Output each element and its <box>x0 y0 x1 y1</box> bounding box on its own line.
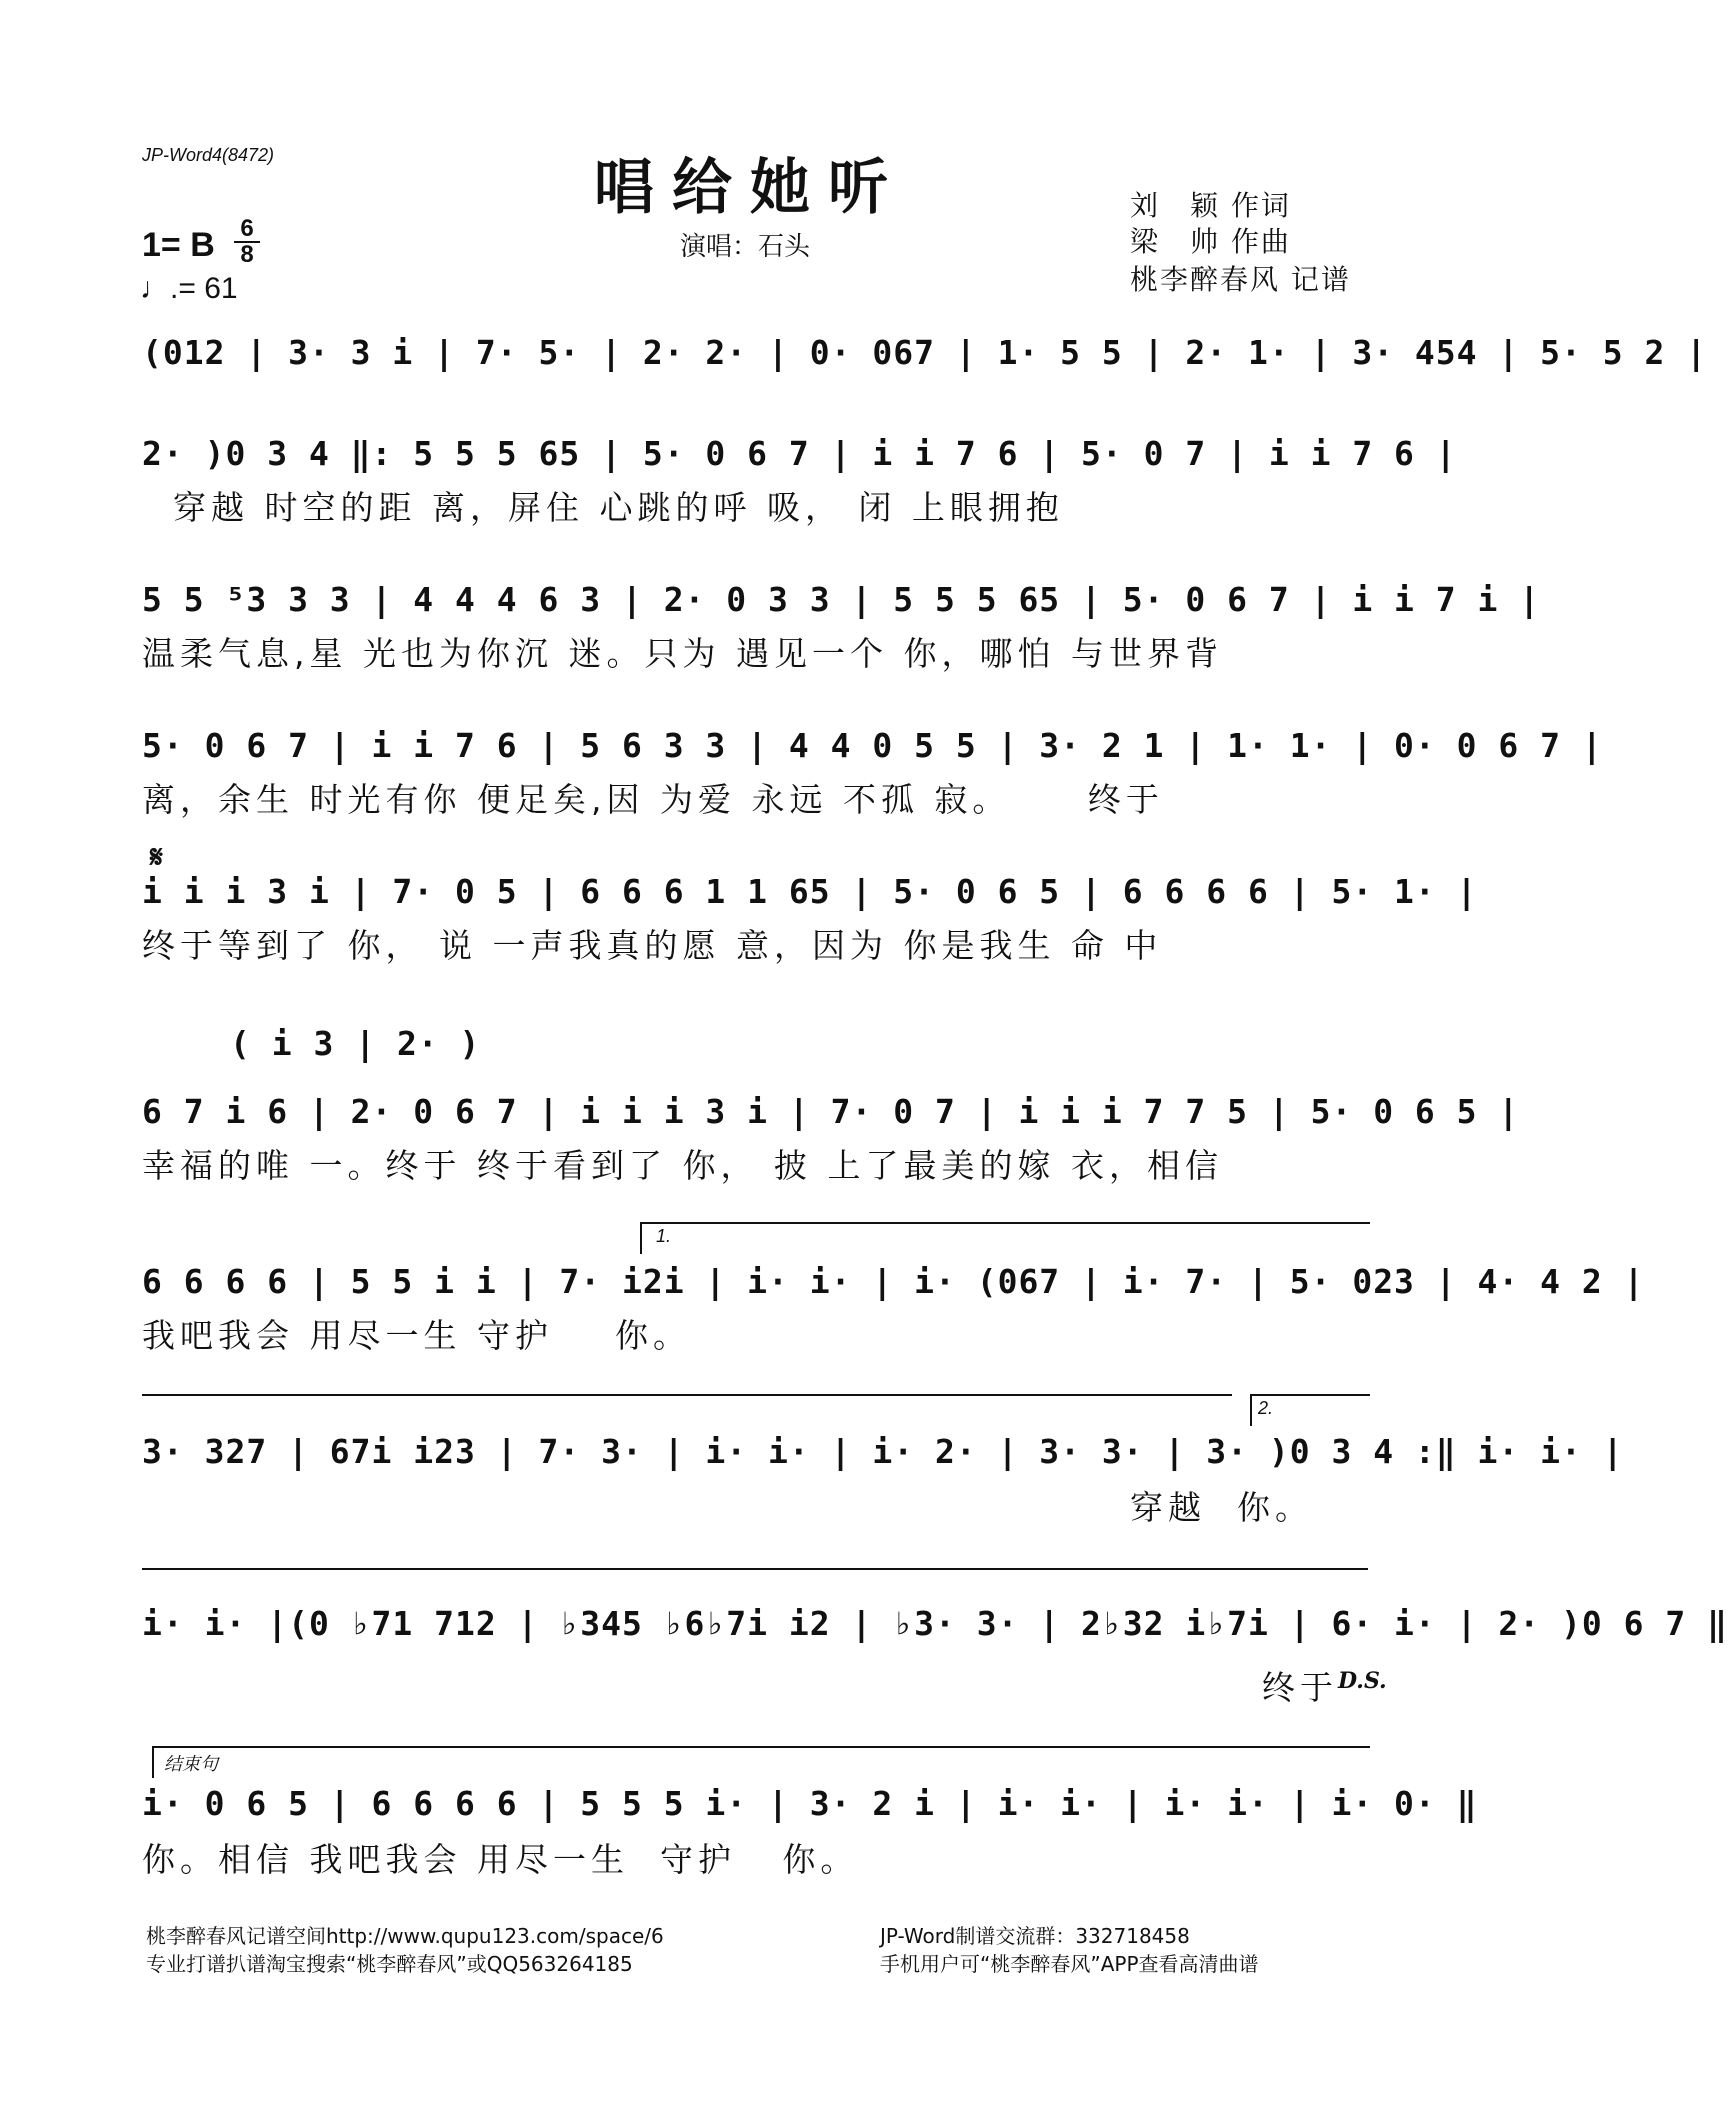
coda-label: 结束句 <box>164 1754 218 1774</box>
lyric-line-5: 终于等到了 你， 说 一声我真的愿 意，因为 你是我生 命 中 <box>142 926 1163 965</box>
lyric-line-2: 穿越 时空的距 离，屏住 心跳的呼 吸， 闭 上眼拥抱 <box>142 488 1064 527</box>
notation-line-3: 5 5 ⁵3 3 3 | 4 4 4 6 3 | 2· 0 3 3 | 5 5 5 65 | 5· 0 6 7 | i i 7 i | <box>142 580 1541 619</box>
transcriber-credit: 桃李醉春风 记谱 <box>1130 263 1351 296</box>
volta-1-label: 1. <box>656 1226 672 1246</box>
notation-line-7: 6 6 6 6 | 5 5 i i | 7· i2i | i· i· | i· (067 | i· 7· | 5· 023 | 4· 4 2 | <box>142 1262 1645 1301</box>
tempo-mark: ♩.= 61 <box>140 272 238 305</box>
volta-1-bracket <box>640 1222 1370 1254</box>
volta-2-label: 2. <box>1258 1398 1274 1418</box>
volta-2-continuation <box>142 1568 1368 1570</box>
key-signature: 1= B <box>142 226 215 264</box>
lyric-line-4: 离，余生 时光有你 便足矣,因 为爱 永远 不孤 寂。 终于 <box>142 780 1164 819</box>
song-title: 唱给她听 <box>594 153 906 223</box>
lyricist-credit: 刘 颖 作词 <box>1130 189 1291 222</box>
coda-bracket <box>152 1746 1370 1778</box>
notation-line-4: 5· 0 6 7 | i i 7 6 | 5 6 3 3 | 4 4 0 5 5 | 3· 2 1 | 1· 1· | 0· 0 6 7 | <box>142 726 1603 765</box>
ds-mark: D.S. <box>1338 1668 1387 1694</box>
lyric-line-7: 我吧我会 用尽一生 守护 你。 <box>142 1316 691 1355</box>
notation-line-9: i· i· |(0 ♭71 712 | ♭345 ♭6♭7i i2 | ♭3· 3· | 2♭32 i♭7i | 6· i· | 2· )0 6 7 ‖ <box>142 1604 1728 1643</box>
time-signature <box>232 215 262 268</box>
singer-credit: 演唱：石头 <box>680 232 811 262</box>
volta-1-continuation <box>142 1394 1232 1396</box>
grace-insert: ( i 3 | 2· ) <box>230 1024 481 1063</box>
segno-sign: 𝄋 <box>150 840 163 875</box>
lyric-line-6: 幸福的唯 一。终于 终于看到了 你， 披 上了最美的嫁 衣，相信 <box>142 1146 1223 1185</box>
lyric-line-8: 穿越 你。 <box>1130 1488 1313 1527</box>
lyric-line-3: 温柔气息,星 光也为你沉 迷。只为 遇见一个 你，哪怕 与世界背 <box>142 634 1223 673</box>
composer-credit: 梁 帅 作曲 <box>1130 225 1291 258</box>
footer-left-line-1: 桃李醉春风记谱空间http://www.qupu123.com/space/6 <box>146 1924 664 1948</box>
lyric-line-9: 终于 <box>1262 1668 1338 1707</box>
notation-line-5: i i i 3 i | 7· 0 5 | 6 6 6 1 1 65 | 5· 0 6 5 | 6 6 6 6 | 5· 1· | <box>142 872 1478 911</box>
software-tag: JP-Word4(8472) <box>142 145 275 165</box>
footer-left-line-2: 专业打谱扒谱淘宝搜索“桃李醉春风”或QQ563264185 <box>146 1952 633 1976</box>
notation-line-10: i· 0 6 5 | 6 6 6 6 | 5 5 5 i· | 3· 2 i | i· i· | i· i· | i· 0· ‖ <box>142 1784 1478 1823</box>
time-sig-top: 6 <box>240 215 254 242</box>
notation-line-2: 2· )0 3 4 ‖: 5 5 5 65 | 5· 0 6 7 | i i 7 6 | 5· 0 7 | i i 7 6 | <box>142 434 1457 473</box>
notation-line-6: 6 7 i 6 | 2· 0 6 7 | i i i 3 i | 7· 0 7 | i i i 7 7 5 | 5· 0 6 5 | <box>142 1092 1520 1131</box>
notation-line-8: 3· 327 | 67i i23 | 7· 3· | i· i· | i· 2· | 3· 3· | 3· )0 3 4 :‖ i· i· | <box>142 1432 1624 1471</box>
time-sig-bottom: 8 <box>240 241 254 268</box>
lyric-line-10: 你。相信 我吧我会 用尽一生 守护 你。 <box>142 1840 859 1879</box>
footer-right-line-1: JP-Word制谱交流群：332718458 <box>880 1924 1190 1948</box>
footer-right-line-2: 手机用户可“桃李醉春风”APP查看高清曲谱 <box>880 1952 1259 1976</box>
notation-line-1: (012 | 3· 3 i | 7· 5· | 2· 2· | 0· 067 | 1· 5 5 | 2· 1· | 3· 454 | 5· 5 2 | <box>142 333 1708 372</box>
